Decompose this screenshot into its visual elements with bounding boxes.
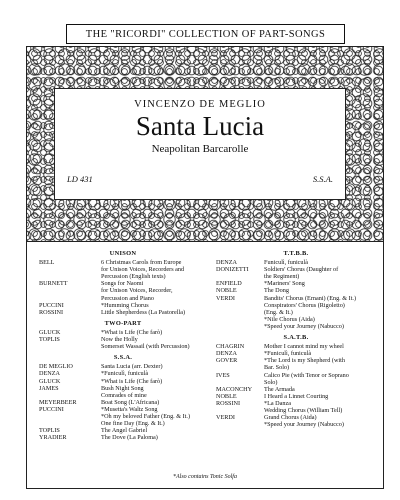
catalogue-entry bbox=[216, 343, 376, 350]
catalogue-entry bbox=[39, 336, 207, 350]
catalogue-entry bbox=[39, 427, 207, 434]
entry-composer: NOBLE bbox=[216, 287, 237, 295]
entry-works: The Armada bbox=[264, 385, 295, 393]
entry-composer: VERDI bbox=[216, 414, 235, 422]
entry-works: Funiculì, funiculà bbox=[264, 259, 308, 267]
footnote: *Also contains Tonic Solfa bbox=[173, 474, 237, 480]
entry-composer: PUCCINI bbox=[39, 301, 64, 309]
catalogue-entry bbox=[216, 414, 376, 428]
section-heading: TWO-PART bbox=[104, 319, 142, 327]
entry-works: *Humming Chorus bbox=[101, 301, 149, 309]
entry-composer: JAMES bbox=[39, 384, 59, 392]
entry-composer: ROSSINI bbox=[216, 399, 241, 407]
catalogue-entry bbox=[39, 309, 207, 316]
catalogue-entry bbox=[39, 399, 207, 406]
entry-works: The Dove (La Paloma) bbox=[101, 434, 158, 442]
entry-works: Mother I cannot mind my wheel bbox=[264, 343, 344, 351]
entry-works: Songs for Naomi for Unison Voices, Recorder, Percussion and Piano bbox=[101, 280, 173, 302]
catalogue-entry bbox=[216, 400, 376, 414]
catalogue-number: LD 431 bbox=[67, 174, 93, 184]
catalogue-entry bbox=[216, 350, 376, 357]
entry-works: Bush Night Song Comrades of mine bbox=[101, 384, 147, 399]
entry-composer: CHAGRIN bbox=[216, 343, 245, 351]
section-heading: S.A.T.B. bbox=[283, 334, 309, 342]
entry-works: Little Shepherdess (La Pastorella) bbox=[101, 308, 186, 316]
entry-composer: DENZA bbox=[39, 370, 60, 378]
section-gap bbox=[39, 350, 207, 352]
catalogue-list bbox=[26, 241, 384, 489]
entry-works: Calico Pie (with Tenor or Soprano Solo) bbox=[264, 371, 349, 386]
entry-composer: IVES bbox=[216, 371, 230, 379]
catalogue-entry bbox=[39, 329, 207, 336]
catalogue-entry bbox=[216, 357, 376, 371]
collection-banner: THE "RICORDI" COLLECTION OF PART-SONGS bbox=[66, 24, 345, 44]
composer-name: VINCENZO DE MEGLIO bbox=[134, 99, 266, 110]
section-gap bbox=[39, 441, 207, 443]
catalogue-entry bbox=[39, 406, 207, 427]
entry-composer: GLUCK bbox=[39, 328, 61, 336]
entry-composer: DONIZETTI bbox=[216, 266, 249, 274]
section-heading: UNISON bbox=[109, 250, 137, 257]
catalogue-entry bbox=[216, 393, 376, 400]
catalogue-entry bbox=[39, 302, 207, 309]
entry-composer: TOPLIS bbox=[39, 427, 60, 435]
entry-works: The Dong bbox=[264, 287, 289, 295]
entry-composer: YRADIER bbox=[39, 434, 67, 442]
work-title: Santa Lucia bbox=[135, 111, 265, 141]
entry-works: Bandits' Chorus (Ernani) (Eng. & It.) Conspirators' Chorus (Rigoletto) (Eng. & It.) *Nile Chorus (Aida) *Speed your Journey (Nabucco) bbox=[264, 294, 357, 330]
catalogue-column-left bbox=[39, 248, 207, 443]
entry-works: Grand Chorus (Aida) *Speed your Journey (Nabucco) bbox=[264, 414, 344, 429]
catalogue-entry bbox=[216, 386, 376, 393]
catalogue-entry bbox=[216, 266, 376, 280]
entry-composer: DENZA bbox=[216, 259, 237, 267]
catalogue-entry bbox=[216, 372, 376, 386]
entry-composer: ROSSINI bbox=[39, 308, 64, 316]
entry-works: *Funiculì, funiculà bbox=[101, 370, 149, 378]
entry-works: I Heard a Linnet Courting bbox=[264, 392, 329, 400]
entry-composer: GOVER bbox=[216, 357, 238, 365]
title-panel bbox=[54, 88, 346, 200]
section-heading: T.T.B.B. bbox=[283, 250, 309, 257]
catalogue-entry bbox=[39, 370, 207, 377]
catalogue-entry bbox=[39, 259, 207, 280]
work-subtitle: Neapolitan Barcarolle bbox=[151, 143, 249, 155]
entry-composer: BURNETT bbox=[39, 280, 68, 288]
entry-composer: TOPLIS bbox=[39, 336, 60, 344]
entry-composer: PUCCINI bbox=[39, 405, 64, 413]
entry-works: Now the Holly Somerset Wassail (with Percussion) bbox=[101, 336, 190, 351]
section-gap bbox=[39, 316, 207, 318]
catalogue-entry bbox=[216, 259, 376, 266]
entry-works: Santa Lucia (arr. Dexter) bbox=[101, 363, 163, 371]
entry-composer: MACONCHY bbox=[216, 385, 253, 393]
entry-composer: DE MEGLIO bbox=[39, 363, 73, 371]
entry-composer: GLUCK bbox=[39, 377, 61, 385]
entry-works: *La Danza Wedding Chorus (William Tell) bbox=[264, 399, 343, 414]
catalogue-entry bbox=[39, 363, 207, 370]
entry-works: *What is Life (Che farò) bbox=[101, 377, 163, 385]
catalogue-entry bbox=[216, 287, 376, 294]
entry-works: 6 Christmas Carols from Europe for Unison Voices, Recorders and Percussion (English texts) bbox=[101, 259, 185, 281]
section-gap bbox=[216, 428, 376, 430]
catalogue-column-right bbox=[216, 248, 376, 430]
catalogue-entry bbox=[39, 434, 207, 441]
entry-works: *Musetta's Waltz Song *Oh my beloved Father (Eng. & It.) One fine Day (Eng. & It.) bbox=[101, 405, 191, 428]
entry-composer: ENFIELD bbox=[216, 280, 242, 288]
entry-composer: BELL bbox=[39, 259, 55, 267]
catalogue-entry bbox=[39, 280, 207, 301]
catalogue-entry bbox=[216, 280, 376, 287]
entry-composer: MEYERBEER bbox=[39, 398, 77, 406]
entry-works: Boat Song (L'Africana) bbox=[101, 398, 160, 406]
section-heading: S.S.A. bbox=[113, 354, 133, 362]
entry-composer: NOBLE bbox=[216, 392, 237, 400]
entry-works: The Angel Gabriel bbox=[101, 427, 148, 435]
entry-composer: DENZA bbox=[216, 350, 237, 358]
catalogue-entry bbox=[39, 378, 207, 385]
catalogue-entry bbox=[39, 385, 207, 399]
section-gap bbox=[216, 330, 376, 332]
voicing-label: S.S.A. bbox=[312, 174, 333, 184]
entry-works: *What is Life (Che farò) bbox=[101, 328, 163, 336]
catalogue-entry bbox=[216, 295, 376, 330]
entry-works: *The Lord is my Shepherd (with Bar. Solo) bbox=[264, 357, 345, 372]
entry-works: *Mariners' Song bbox=[264, 280, 305, 288]
entry-works: *Funiculì, funiculà bbox=[264, 350, 312, 358]
entry-composer: VERDI bbox=[216, 294, 235, 302]
entry-works: Soldiers' Chorus (Daughter of the Regiment) bbox=[264, 266, 339, 281]
